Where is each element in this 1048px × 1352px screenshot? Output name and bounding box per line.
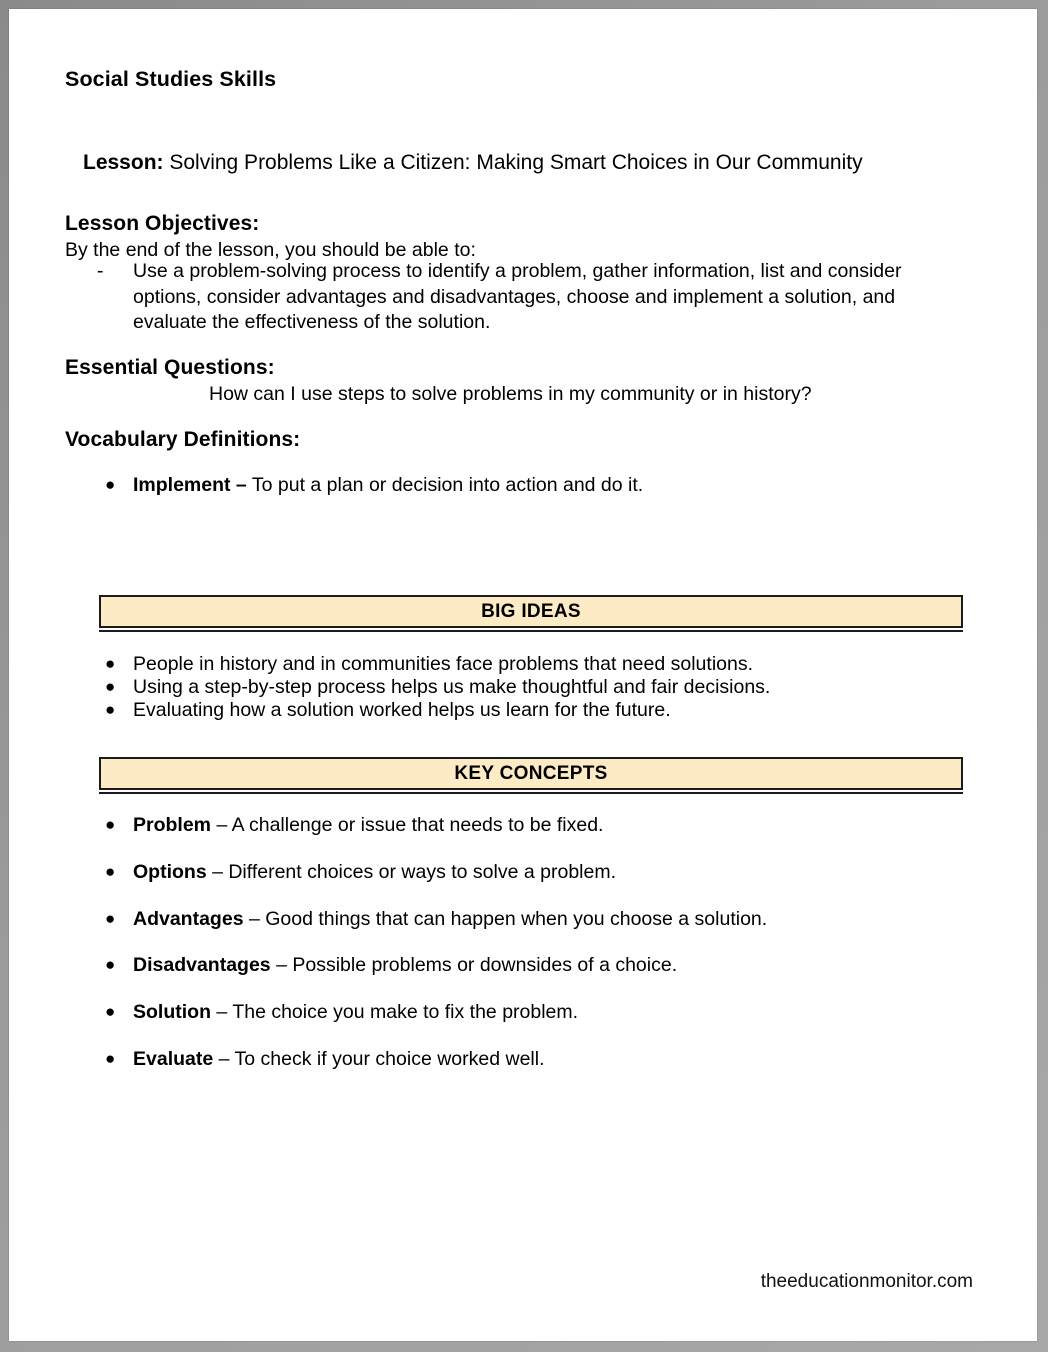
document-page — [9, 9, 1037, 1341]
key-concept-text — [133, 953, 977, 978]
key-concept-definition: – A challenge or issue that needs to be fixed. — [211, 814, 604, 836]
document-body — [9, 9, 1037, 1341]
key-concept-definition: – Different choices or ways to solve a problem. — [206, 861, 617, 883]
lesson-objective-text: Use a problem-solving process to identify a problem, gather information, list and consider options, consider advantages and disadvantages, choose and implement a solution, and evaluate the effectiveness of the solution. — [133, 260, 902, 333]
key-concept-item — [65, 860, 977, 885]
key-concept-item — [65, 1000, 977, 1025]
key-concept-definition: – Possible problems or downsides of a choice. — [270, 954, 678, 976]
bullet-dot-icon: ● — [105, 815, 116, 834]
footer-watermark: theeducationmonitor.com — [760, 1271, 973, 1292]
key-concept-text — [133, 813, 977, 838]
key-concept-text — [133, 860, 977, 885]
key-concept-definition: – The choice you make to fix the problem. — [210, 1001, 579, 1023]
bullet-dot-icon: ● — [105, 654, 116, 673]
vocabulary-definition: To put a plan or decision into action and do it. — [246, 474, 644, 496]
big-ideas-banner: BIG IDEAS — [99, 595, 963, 628]
key-concept-term: Advantages — [133, 908, 244, 930]
lesson-title-line — [83, 150, 977, 176]
key-concept-definition: – Good things that can happen when you choose a solution. — [243, 908, 768, 930]
lesson-title-text: Solving Problems Like a Citizen: Making Smart Choices in Our Community — [163, 151, 863, 174]
key-concept-term: Evaluate — [133, 1048, 214, 1070]
key-concepts-banner: KEY CONCEPTS — [99, 757, 963, 790]
bullet-dot-icon: ● — [105, 700, 116, 719]
key-concept-term: Options — [133, 861, 207, 883]
key-concept-text — [133, 907, 977, 932]
vocabulary-item — [65, 473, 977, 498]
bullet-dot-icon: ● — [105, 909, 116, 928]
bullet-dot-icon: ● — [105, 1002, 116, 1021]
big-idea-text: Using a step-by-step process helps us make thoughtful and fair decisions. — [133, 676, 771, 698]
dash-bullet-icon: - — [97, 260, 104, 282]
key-concept-term: Solution — [133, 1001, 211, 1023]
key-concept-term: Disadvantages — [133, 954, 271, 976]
lesson-objectives-heading: Lesson Objectives: — [65, 212, 260, 235]
key-concept-item — [65, 813, 977, 838]
big-idea-text: Evaluating how a solution worked helps us learn for the future. — [133, 699, 671, 721]
key-concept-definition: – To check if your choice worked well. — [213, 1048, 545, 1070]
essential-questions-heading: Essential Questions: — [65, 356, 275, 379]
bullet-dot-icon: ● — [105, 955, 116, 974]
big-idea-item — [65, 698, 977, 723]
bullet-dot-icon: ● — [105, 1049, 116, 1068]
big-idea-text: People in history and in communities face problems that need solutions. — [133, 653, 754, 675]
key-concept-text — [133, 1047, 977, 1072]
essential-question-text: How can I use steps to solve problems in my community or in history? — [209, 383, 812, 405]
page-title: Social Studies Skills — [65, 67, 277, 91]
lesson-objectives-intro: By the end of the lesson, you should be able to: — [65, 239, 476, 261]
big-idea-item — [65, 652, 977, 677]
key-concept-term: Problem — [133, 814, 212, 836]
vocabulary-item-text — [133, 473, 977, 498]
key-concept-item — [65, 907, 977, 932]
bullet-dot-icon: ● — [105, 475, 116, 494]
lesson-label: Lesson: — [83, 151, 164, 174]
key-concept-item — [65, 953, 977, 978]
key-concept-item — [65, 1047, 977, 1072]
vocabulary-term: Implement – — [133, 474, 247, 496]
key-concept-text — [133, 1000, 977, 1025]
bullet-dot-icon: ● — [105, 862, 116, 881]
vocabulary-definitions-heading: Vocabulary Definitions: — [65, 428, 301, 451]
bullet-dot-icon: ● — [105, 677, 116, 696]
big-idea-item — [65, 675, 977, 700]
lesson-objective-item — [65, 259, 929, 336]
